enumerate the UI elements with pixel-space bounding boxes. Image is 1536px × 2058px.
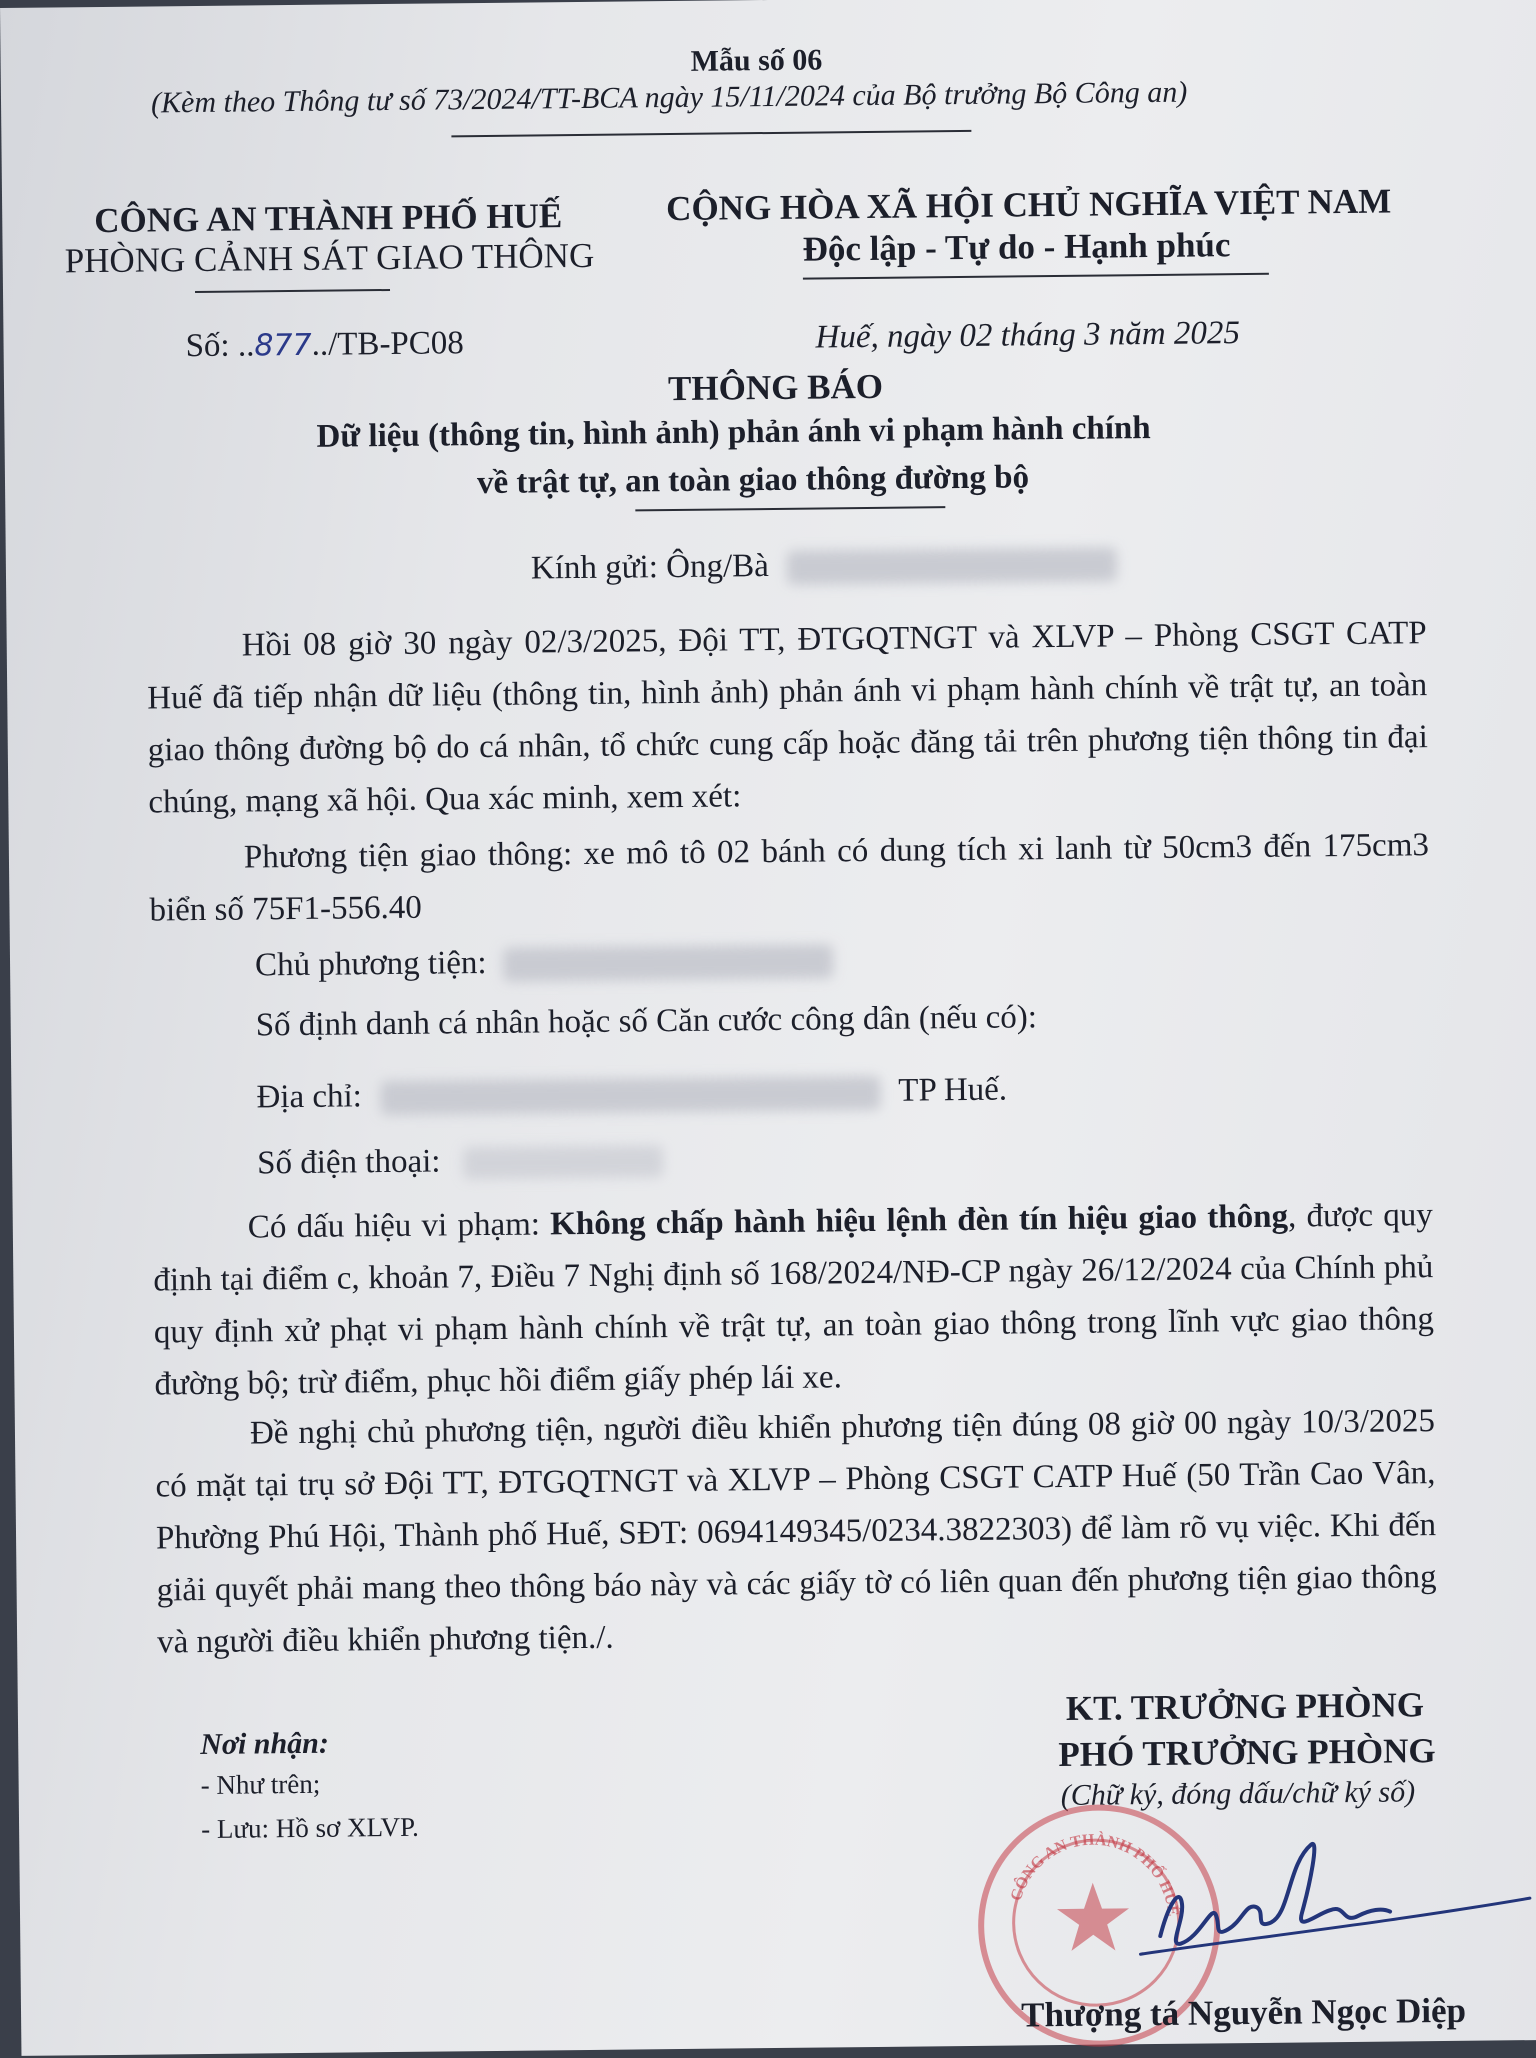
signature-title-2: PHÓ TRƯỞNG PHÒNG — [1058, 1731, 1436, 1775]
document-subtitle-line1: Dữ liệu (thông tin, hình ảnh) phản ánh vi phạm hành chính — [316, 410, 1151, 455]
violation-prefix: Có dấu hiệu vi phạm: — [247, 1206, 551, 1246]
address-redacted — [380, 1076, 880, 1115]
agency-underline — [195, 289, 390, 293]
phone-label: Số điện thoại: — [256, 1143, 441, 1182]
recipients-item-2: - Lưu: Hồ sơ XLVP. — [200, 1811, 419, 1845]
owner-label: Chủ phương tiện: — [254, 945, 487, 984]
owner-name-redacted — [503, 945, 833, 982]
form-number: Mẫu số 06 — [690, 43, 823, 78]
paragraph-request: Đề nghị chủ phương tiện, người điều khiển phương tiện đúng 08 giờ 00 ngày 10/3/2025 có mặt tại trụ sở Đội TT, ĐTGQTNGT và XLVP – Phòng CSGT CATP Huế (50 Trần Cao Vân, Phường Phú Hội, Thành phố Huế, SĐT: 0694149345/0234.3822303) để làm rõ vụ việc. Khi đến giải quyết phải mang theo thông báo này và các giấy tờ có liên quan đến phương tiện giao thông và người điều khiển phương tiện./. — [155, 1403, 1437, 1661]
document-subtitle-line2: về trật tự, an toàn giao thông đường bộ — [476, 459, 1030, 502]
form-attachment-note: (Kèm theo Thông tư số 73/2024/TT-BCA ngày 15/11/2024 của Bộ trưởng Bộ Công an) — [150, 75, 1188, 120]
header-divider — [451, 130, 971, 137]
recipients-item-1: - Như trên; — [200, 1768, 321, 1801]
place-date: Huế, ngày 02 tháng 3 năm 2025 — [815, 315, 1241, 356]
nation-name: CỘNG HÒA XÃ HỘI CHỦ NGHĨA VIỆT NAM — [665, 181, 1392, 229]
address-city: TP Huế. — [898, 1071, 1008, 1109]
violation-details: , được quy định tại điểm c, khoản 7, Điều 7 Nghị định số 168/2024/NĐ-CP ngày 26/12/2024 của Chính phủ quy định xử phạt vi phạm hành chính về trật tự, an toàn giao thông trong lĩnh vực giao thông đường bộ; trừ điểm, phục hồi điểm giấy phép lái xe. — [153, 1197, 1435, 1403]
handwritten-signature — [1119, 1822, 1536, 1986]
recipients-heading: Nơi nhận: — [200, 1726, 330, 1762]
phone-line — [257, 1141, 663, 1182]
paragraph-vehicle: Phương tiện giao thông: xe mô tô 02 bánh có dung tích xi lanh từ 50cm3 đến 175cm3 biển số 75F1-556.40 — [149, 827, 1430, 929]
recipient-name-redacted — [787, 548, 1117, 585]
reference-handwritten-number: 877 — [254, 327, 312, 364]
signer-name: Thượng tá Nguyễn Ngọc Diệp — [1020, 1990, 1467, 2035]
agency-parent: CÔNG AN THÀNH PHỐ HUẾ — [94, 196, 563, 241]
motto-underline — [803, 273, 1269, 280]
signature-note: (Chữ ký, đóng dấu/chữ ký số) — [1060, 1775, 1416, 1813]
violation-name: Không chấp hành hiệu lệnh đèn tín hiệu giao thông — [550, 1198, 1289, 1243]
signature-title-1: KT. TRƯỞNG PHÒNG — [1065, 1685, 1425, 1728]
paragraph-violation — [153, 1189, 1435, 1410]
id-line: Số định danh cá nhân hoặc số Căn cước công dân (nếu có): — [255, 999, 1038, 1044]
address-line — [256, 1072, 1007, 1117]
phone-redacted — [463, 1146, 663, 1180]
stamp-text: CÔNG AN THÀNH PHỐ HUẾ — [1007, 1831, 1182, 1918]
owner-line — [255, 941, 833, 984]
reference-prefix: Số: .. — [185, 327, 255, 365]
reference-number — [185, 325, 464, 365]
document-title: THÔNG BÁO — [667, 366, 884, 409]
recipient-label: Kính gửi: Ông/Bà — [530, 548, 770, 587]
nation-motto: Độc lập - Tự do - Hạnh phúc — [802, 225, 1231, 269]
title-underline — [635, 506, 945, 511]
agency-unit: PHÒNG CẢNH SÁT GIAO THÔNG — [64, 235, 595, 281]
address-label: Địa chỉ: — [256, 1078, 363, 1116]
recipient-line — [531, 544, 1118, 588]
reference-suffix: ../TB-PC08 — [311, 325, 465, 363]
paragraph-receipt: Hồi 08 giờ 30 ngày 02/3/2025, Đội TT, ĐTGQTNGT và XLVP – Phòng CSGT CATP Huế đã tiếp nhận dữ liệu (thông tin, hình ảnh) phản ánh vi phạm hành chính về trật tự, an toàn giao thông đường bộ do cá nhân, tổ chức cung cấp hoặc đăng tải trên phương tiện thông tin đại chúng, mạng xã hội. Qua xác minh, xem xét: — [147, 615, 1428, 821]
